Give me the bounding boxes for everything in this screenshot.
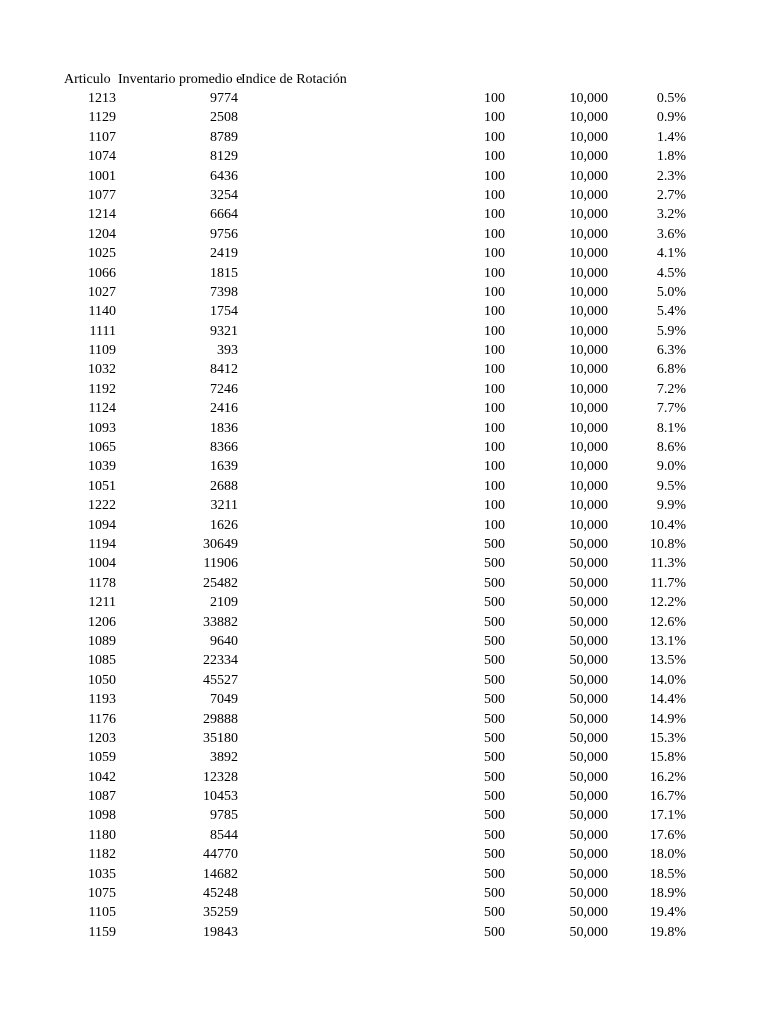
cell-cantidad: 100	[484, 478, 505, 494]
cell-articulo: 1109	[88, 343, 116, 359]
cell-porcentaje: 3.6%	[656, 226, 686, 242]
cell-inventario: 2688	[210, 478, 238, 494]
cell-inventario: 8412	[210, 362, 238, 378]
table-row	[0, 205, 768, 224]
cell-porcentaje: 14.4%	[649, 692, 686, 708]
cell-porcentaje: 18.0%	[649, 847, 686, 863]
cell-porcentaje: 3.2%	[656, 207, 686, 223]
cell-valor: 50,000	[569, 847, 608, 863]
cell-cantidad: 500	[484, 924, 505, 940]
cell-porcentaje: 12.6%	[649, 614, 686, 630]
cell-cantidad: 500	[484, 595, 505, 611]
cell-inventario: 7049	[210, 692, 238, 708]
cell-articulo: 1204	[88, 226, 116, 242]
cell-valor: 10,000	[569, 440, 608, 456]
table-row	[0, 593, 768, 612]
cell-valor: 10,000	[569, 187, 608, 203]
table-row	[0, 167, 768, 186]
cell-porcentaje: 6.3%	[656, 343, 686, 359]
cell-valor: 10,000	[569, 149, 608, 165]
cell-porcentaje: 11.7%	[650, 575, 686, 591]
table-row	[0, 574, 768, 593]
table-row	[0, 671, 768, 690]
cell-cantidad: 100	[484, 149, 505, 165]
cell-cantidad: 500	[484, 905, 505, 921]
cell-inventario: 6664	[210, 207, 238, 223]
cell-articulo: 1025	[88, 246, 116, 262]
cell-inventario: 3892	[210, 750, 238, 766]
cell-cantidad: 500	[484, 692, 505, 708]
cell-porcentaje: 10.4%	[649, 517, 686, 533]
table-row	[0, 419, 768, 438]
cell-articulo: 1176	[88, 711, 116, 727]
cell-inventario: 30649	[203, 536, 238, 552]
table-row	[0, 438, 768, 457]
cell-valor: 50,000	[569, 750, 608, 766]
cell-inventario: 35259	[203, 905, 238, 921]
table-row	[0, 710, 768, 729]
cell-cantidad: 500	[484, 750, 505, 766]
table-row	[0, 380, 768, 399]
cell-porcentaje: 1.4%	[656, 129, 686, 145]
cell-inventario: 2416	[210, 401, 238, 417]
cell-porcentaje: 4.5%	[656, 265, 686, 281]
cell-cantidad: 100	[484, 362, 505, 378]
cell-valor: 50,000	[569, 536, 608, 552]
table-row	[0, 108, 768, 127]
cell-valor: 50,000	[569, 575, 608, 591]
cell-inventario: 29888	[203, 711, 238, 727]
cell-valor: 50,000	[569, 711, 608, 727]
cell-valor: 50,000	[569, 633, 608, 649]
cell-valor: 10,000	[569, 498, 608, 514]
cell-cantidad: 100	[484, 91, 505, 106]
cell-articulo: 1039	[88, 459, 116, 475]
cell-valor: 10,000	[569, 265, 608, 281]
table-row	[0, 690, 768, 709]
cell-valor: 50,000	[569, 924, 608, 940]
cell-cantidad: 100	[484, 401, 505, 417]
cell-valor: 10,000	[569, 246, 608, 262]
cell-porcentaje: 16.2%	[649, 769, 686, 785]
cell-articulo: 1192	[88, 381, 116, 397]
cell-valor: 50,000	[569, 672, 608, 688]
cell-articulo: 1075	[88, 886, 116, 902]
cell-inventario: 10453	[203, 789, 238, 805]
table-row	[0, 186, 768, 205]
cell-cantidad: 100	[484, 265, 505, 281]
cell-porcentaje: 15.3%	[649, 730, 686, 746]
cell-inventario: 3211	[210, 498, 238, 514]
cell-valor: 50,000	[569, 866, 608, 882]
cell-valor: 50,000	[569, 827, 608, 843]
cell-porcentaje: 16.7%	[649, 789, 686, 805]
cell-inventario: 45248	[203, 886, 238, 902]
cell-porcentaje: 0.9%	[656, 110, 686, 126]
cell-inventario: 9785	[210, 808, 238, 824]
cell-cantidad: 100	[484, 517, 505, 533]
cell-porcentaje: 7.2%	[656, 381, 686, 397]
cell-inventario: 7398	[210, 284, 238, 300]
table-row	[0, 225, 768, 244]
cell-articulo: 1180	[88, 827, 116, 843]
cell-valor: 50,000	[569, 595, 608, 611]
cell-cantidad: 500	[484, 808, 505, 824]
data-rows	[0, 89, 768, 942]
cell-articulo: 1206	[88, 614, 116, 630]
table-row	[0, 89, 768, 108]
cell-porcentaje: 5.9%	[656, 323, 686, 339]
cell-porcentaje: 2.7%	[656, 187, 686, 203]
table-row	[0, 264, 768, 283]
table-row	[0, 147, 768, 166]
cell-cantidad: 500	[484, 886, 505, 902]
cell-articulo: 1093	[88, 420, 116, 436]
table-row	[0, 399, 768, 418]
cell-valor: 10,000	[569, 168, 608, 184]
cell-articulo: 1065	[88, 440, 116, 456]
cell-porcentaje: 8.6%	[656, 440, 686, 456]
cell-articulo: 1077	[88, 187, 116, 203]
cell-cantidad: 100	[484, 498, 505, 514]
cell-valor: 50,000	[569, 905, 608, 921]
cell-porcentaje: 13.1%	[649, 633, 686, 649]
cell-porcentaje: 17.1%	[649, 808, 686, 824]
cell-porcentaje: 17.6%	[649, 827, 686, 843]
cell-inventario: 25482	[203, 575, 238, 591]
cell-inventario: 1626	[210, 517, 238, 533]
cell-valor: 10,000	[569, 401, 608, 417]
cell-porcentaje: 9.5%	[656, 478, 686, 494]
table-row	[0, 787, 768, 806]
cell-porcentaje: 7.7%	[656, 401, 686, 417]
cell-cantidad: 500	[484, 556, 505, 572]
cell-articulo: 1004	[88, 556, 116, 572]
cell-inventario: 35180	[203, 730, 238, 746]
cell-inventario: 3254	[210, 187, 238, 203]
cell-porcentaje: 14.9%	[649, 711, 686, 727]
cell-articulo: 1193	[88, 692, 116, 708]
table-row	[0, 244, 768, 263]
cell-articulo: 1001	[88, 168, 116, 184]
cell-articulo: 1098	[88, 808, 116, 824]
cell-inventario: 393	[217, 343, 238, 359]
cell-valor: 10,000	[569, 110, 608, 126]
cell-articulo: 1194	[88, 536, 116, 552]
cell-cantidad: 100	[484, 110, 505, 126]
table-row	[0, 283, 768, 302]
cell-inventario: 1836	[210, 420, 238, 436]
cell-valor: 10,000	[569, 381, 608, 397]
cell-porcentaje: 14.0%	[649, 672, 686, 688]
cell-cantidad: 100	[484, 459, 505, 475]
cell-porcentaje: 5.0%	[656, 284, 686, 300]
header-indice: Indice de Rotación	[241, 72, 347, 87]
cell-valor: 10,000	[569, 478, 608, 494]
cell-articulo: 1159	[88, 924, 116, 940]
cell-porcentaje: 9.0%	[656, 459, 686, 475]
cell-porcentaje: 4.1%	[656, 246, 686, 262]
cell-porcentaje: 9.9%	[656, 498, 686, 514]
cell-articulo: 1050	[88, 672, 116, 688]
cell-valor: 10,000	[569, 91, 608, 106]
cell-cantidad: 500	[484, 672, 505, 688]
cell-inventario: 9640	[210, 633, 238, 649]
cell-inventario: 33882	[203, 614, 238, 630]
cell-valor: 10,000	[569, 459, 608, 475]
cell-cantidad: 100	[484, 168, 505, 184]
cell-cantidad: 500	[484, 789, 505, 805]
cell-articulo: 1178	[88, 575, 116, 591]
cell-cantidad: 500	[484, 575, 505, 591]
cell-valor: 10,000	[569, 284, 608, 300]
cell-inventario: 2109	[210, 595, 238, 611]
table-row	[0, 496, 768, 515]
table-row	[0, 302, 768, 321]
cell-valor: 10,000	[569, 226, 608, 242]
cell-porcentaje: 11.3%	[650, 556, 686, 572]
table-row	[0, 516, 768, 535]
table-row	[0, 535, 768, 554]
cell-valor: 50,000	[569, 769, 608, 785]
cell-inventario: 11906	[203, 556, 238, 572]
table-row	[0, 903, 768, 922]
cell-articulo: 1222	[88, 498, 116, 514]
cell-inventario: 9321	[210, 323, 238, 339]
cell-valor: 50,000	[569, 808, 608, 824]
cell-inventario: 1639	[210, 459, 238, 475]
table-row	[0, 651, 768, 670]
cell-articulo: 1182	[88, 847, 116, 863]
cell-porcentaje: 1.8%	[656, 149, 686, 165]
cell-valor: 50,000	[569, 692, 608, 708]
cell-cantidad: 100	[484, 207, 505, 223]
cell-cantidad: 500	[484, 536, 505, 552]
cell-porcentaje: 10.8%	[649, 536, 686, 552]
table-row	[0, 845, 768, 864]
cell-valor: 50,000	[569, 653, 608, 669]
cell-cantidad: 100	[484, 343, 505, 359]
cell-inventario: 22334	[203, 653, 238, 669]
cell-articulo: 1213	[88, 91, 116, 106]
cell-porcentaje: 18.9%	[649, 886, 686, 902]
cell-porcentaje: 2.3%	[656, 168, 686, 184]
table-row	[0, 748, 768, 767]
cell-valor: 10,000	[569, 323, 608, 339]
table-row	[0, 632, 768, 651]
header-articulo: Articulo	[64, 72, 111, 87]
cell-inventario: 8544	[210, 827, 238, 843]
cell-cantidad: 100	[484, 420, 505, 436]
cell-inventario: 2419	[210, 246, 238, 262]
cell-cantidad: 500	[484, 769, 505, 785]
cell-valor: 10,000	[569, 304, 608, 320]
cell-valor: 10,000	[569, 362, 608, 378]
cell-valor: 10,000	[569, 420, 608, 436]
table-row	[0, 341, 768, 360]
cell-porcentaje: 19.4%	[649, 905, 686, 921]
table-row	[0, 554, 768, 573]
cell-inventario: 8366	[210, 440, 238, 456]
cell-cantidad: 100	[484, 284, 505, 300]
cell-cantidad: 500	[484, 827, 505, 843]
cell-articulo: 1085	[88, 653, 116, 669]
cell-articulo: 1051	[88, 478, 116, 494]
cell-cantidad: 500	[484, 633, 505, 649]
cell-valor: 10,000	[569, 343, 608, 359]
cell-inventario: 19843	[203, 924, 238, 940]
table-row	[0, 360, 768, 379]
cell-inventario: 14682	[203, 866, 238, 882]
table-row	[0, 884, 768, 903]
cell-inventario: 2508	[210, 110, 238, 126]
cell-valor: 50,000	[569, 556, 608, 572]
cell-porcentaje: 5.4%	[656, 304, 686, 320]
cell-porcentaje: 12.2%	[649, 595, 686, 611]
cell-inventario: 45527	[203, 672, 238, 688]
table-row	[0, 457, 768, 476]
cell-porcentaje: 6.8%	[656, 362, 686, 378]
table-row	[0, 923, 768, 942]
cell-inventario: 6436	[210, 168, 238, 184]
cell-cantidad: 500	[484, 847, 505, 863]
cell-inventario: 9774	[210, 91, 238, 106]
cell-cantidad: 100	[484, 381, 505, 397]
cell-porcentaje: 18.5%	[649, 866, 686, 882]
cell-articulo: 1140	[88, 304, 116, 320]
cell-cantidad: 500	[484, 730, 505, 746]
cell-articulo: 1111	[89, 323, 116, 339]
table-row	[0, 729, 768, 748]
table-row	[0, 826, 768, 845]
cell-porcentaje: 8.1%	[656, 420, 686, 436]
cell-valor: 10,000	[569, 207, 608, 223]
cell-articulo: 1105	[88, 905, 116, 921]
cell-articulo: 1042	[88, 769, 116, 785]
cell-valor: 50,000	[569, 730, 608, 746]
cell-inventario: 7246	[210, 381, 238, 397]
cell-valor: 50,000	[569, 614, 608, 630]
cell-inventario: 8789	[210, 129, 238, 145]
table-row	[0, 613, 768, 632]
cell-articulo: 1066	[88, 265, 116, 281]
header-inventario: Inventario promedio e	[118, 72, 243, 87]
cell-articulo: 1027	[88, 284, 116, 300]
cell-valor: 10,000	[569, 129, 608, 145]
cell-articulo: 1059	[88, 750, 116, 766]
cell-articulo: 1214	[88, 207, 116, 223]
cell-articulo: 1094	[88, 517, 116, 533]
cell-articulo: 1211	[88, 595, 116, 611]
cell-articulo: 1129	[88, 110, 116, 126]
cell-cantidad: 500	[484, 711, 505, 727]
cell-inventario: 44770	[203, 847, 238, 863]
cell-cantidad: 100	[484, 129, 505, 145]
cell-cantidad: 100	[484, 226, 505, 242]
cell-cantidad: 100	[484, 323, 505, 339]
cell-cantidad: 500	[484, 653, 505, 669]
cell-inventario: 12328	[203, 769, 238, 785]
cell-articulo: 1124	[88, 401, 116, 417]
cell-articulo: 1032	[88, 362, 116, 378]
cell-articulo: 1089	[88, 633, 116, 649]
cell-cantidad: 100	[484, 246, 505, 262]
cell-inventario: 9756	[210, 226, 238, 242]
table-row	[0, 128, 768, 147]
cell-valor: 10,000	[569, 517, 608, 533]
cell-articulo: 1087	[88, 789, 116, 805]
table-row	[0, 865, 768, 884]
cell-inventario: 1754	[210, 304, 238, 320]
cell-porcentaje: 13.5%	[649, 653, 686, 669]
cell-inventario: 8129	[210, 149, 238, 165]
cell-valor: 50,000	[569, 886, 608, 902]
cell-cantidad: 100	[484, 304, 505, 320]
cell-porcentaje: 0.5%	[656, 91, 686, 106]
table-row	[0, 806, 768, 825]
cell-porcentaje: 19.8%	[649, 924, 686, 940]
table-row	[0, 477, 768, 496]
table-row	[0, 322, 768, 341]
cell-articulo: 1203	[88, 730, 116, 746]
cell-cantidad: 100	[484, 187, 505, 203]
cell-inventario: 1815	[210, 265, 238, 281]
cell-articulo: 1074	[88, 149, 116, 165]
cell-articulo: 1107	[88, 129, 116, 145]
cell-cantidad: 100	[484, 440, 505, 456]
table-row	[0, 768, 768, 787]
cell-cantidad: 500	[484, 614, 505, 630]
cell-articulo: 1035	[88, 866, 116, 882]
cell-porcentaje: 15.8%	[649, 750, 686, 766]
cell-valor: 50,000	[569, 789, 608, 805]
cell-cantidad: 500	[484, 866, 505, 882]
